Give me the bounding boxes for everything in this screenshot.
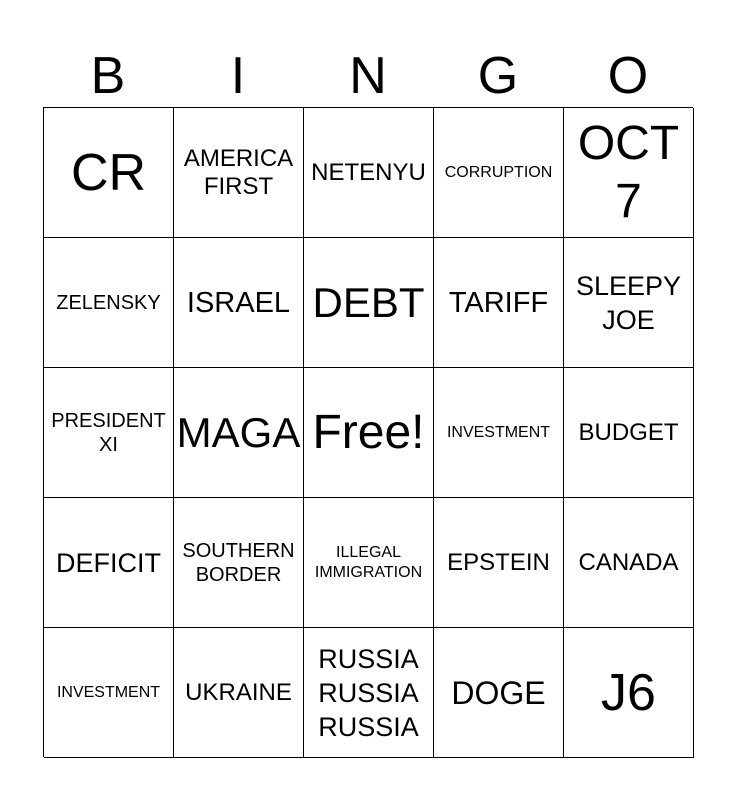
bingo-cell[interactable] <box>44 498 174 628</box>
cell-label: MAGA <box>176 408 301 456</box>
header-letter-n: N <box>349 47 387 105</box>
bingo-cell[interactable] <box>174 368 304 498</box>
header-letter-i: I <box>230 47 246 105</box>
bingo-cell[interactable] <box>304 628 434 758</box>
bingo-cell[interactable] <box>44 628 174 758</box>
cell-label: J6 <box>601 663 656 722</box>
cell-label: ILLEGAL IMMIGRATION <box>314 543 423 581</box>
cell-label: AMERICA FIRST <box>183 144 294 200</box>
cell-label: ISRAEL <box>186 286 291 319</box>
bingo-cell[interactable] <box>434 238 564 368</box>
bingo-cell[interactable] <box>44 108 174 238</box>
bingo-grid <box>43 107 693 757</box>
cell-label: NETENYU <box>311 158 426 186</box>
bingo-cell[interactable] <box>564 108 694 238</box>
header-letter-g: G <box>477 47 519 105</box>
cell-label: DEBT <box>312 278 425 326</box>
cell-label: PRESIDENT XI <box>51 409 166 456</box>
bingo-cell[interactable] <box>434 368 564 498</box>
bingo-cell[interactable] <box>44 238 174 368</box>
cell-label: ZELENSKY <box>56 291 161 314</box>
bingo-cell[interactable] <box>304 238 434 368</box>
bingo-cell[interactable] <box>434 108 564 238</box>
cell-label: CORRUPTION <box>444 163 553 181</box>
bingo-cell[interactable] <box>304 498 434 628</box>
cell-label: UKRAINE <box>185 678 292 706</box>
cell-label: SOUTHERN BORDER <box>182 539 295 586</box>
cell-label: INVESTMENT <box>56 683 161 701</box>
cell-label: CR <box>70 143 147 202</box>
free-space-cell[interactable] <box>304 368 434 498</box>
bingo-cell[interactable] <box>564 498 694 628</box>
bingo-header <box>43 44 693 108</box>
bingo-cell[interactable] <box>564 368 694 498</box>
bingo-cell[interactable] <box>304 108 434 238</box>
cell-label: RUSSIA RUSSIA RUSSIA <box>318 643 419 742</box>
bingo-cell[interactable] <box>564 238 694 368</box>
cell-label: DOGE <box>451 674 546 711</box>
header-letter-b: B <box>90 47 126 105</box>
cell-label: TARIFF <box>448 286 549 319</box>
cell-label: DEFICIT <box>56 547 161 578</box>
bingo-cell[interactable] <box>564 628 694 758</box>
bingo-cell[interactable] <box>174 498 304 628</box>
cell-label: SLEEPY JOE <box>575 270 682 335</box>
bingo-cell[interactable] <box>434 628 564 758</box>
header-letter-o: O <box>607 47 649 105</box>
free-space-label: Free! <box>312 405 425 459</box>
cell-label: INVESTMENT <box>446 423 551 441</box>
bingo-cell[interactable] <box>174 628 304 758</box>
bingo-cell[interactable] <box>174 108 304 238</box>
bingo-cell[interactable] <box>434 498 564 628</box>
cell-label: CANADA <box>578 548 679 576</box>
cell-label: EPSTEIN <box>447 548 550 576</box>
cell-label: BUDGET <box>578 418 679 446</box>
bingo-cell[interactable] <box>44 368 174 498</box>
cell-label: OCT 7 <box>577 116 680 228</box>
bingo-cell[interactable] <box>174 238 304 368</box>
